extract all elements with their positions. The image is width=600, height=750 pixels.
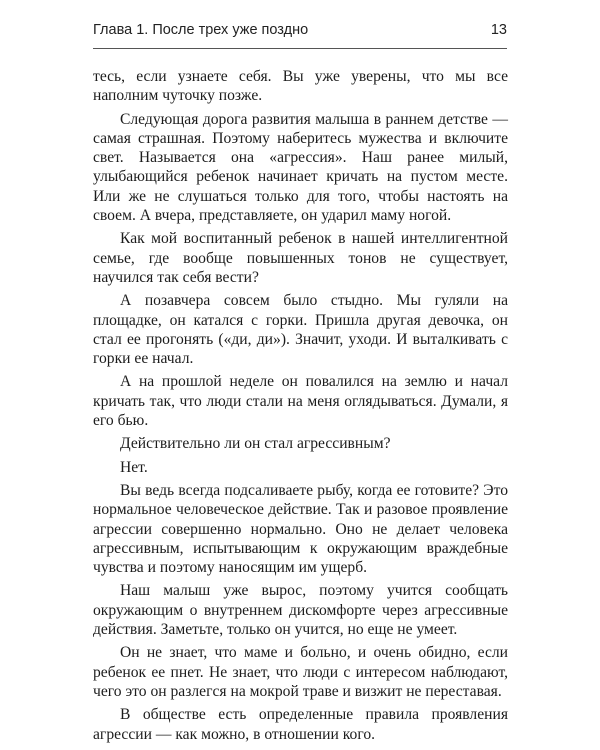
paragraph: Следующая дорога развития малыша в раннем детстве — самая страшная. Поэтому наберитесь мужества и включите свет. Называется она «агрессия». Наш ранее милый, улыбающийся ребенок начинает кричать на пустом месте. Или же не слушаться только для того, чтобы настоять на своем. А вчера, представляете, он ударил маму ногой.: [93, 110, 508, 225]
paragraph: Он не знает, что маме и больно, и очень обидно, если ребенок ее пнет. Не знает, что люди с интересом наблюдают, чего это он разлегся на мокрой траве и визжит не переставая.: [93, 644, 508, 700]
chapter-title: Глава 1. После трех уже поздно: [93, 22, 309, 38]
page-number: 13: [490, 22, 507, 38]
running-head: [93, 22, 507, 44]
paragraph: Вы ведь всегда подсаливаете рыбу, когда ее готовите? Это нормальное человеческое действие. Так и разовое проявление агрессии совершенно нормально. Оно не делает человека агрессивным, испытывающим к окружающим враждебные чувства и поэтому наносящим им ущерб.: [93, 481, 508, 577]
body-text: [93, 67, 508, 744]
paragraph: тесь, если узнаете себя. Вы уже уверены, что мы все наполним чуточку позже.: [93, 68, 508, 105]
paragraph: Действительно ли он стал агрессивным?: [120, 435, 391, 453]
paragraph: В обществе есть определенные правила проявления агрессии — как можно, в отношении кого.: [93, 706, 508, 743]
header-rule: [93, 48, 507, 49]
paragraph: Нет.: [120, 458, 148, 476]
paragraph: Наш малыш уже вырос, поэтому учится сообщать окружающим о внутреннем дискомфорте через агрессивные действия. Заметьте, только он учится, но еще не умеет.: [93, 582, 508, 639]
paragraph: Как мой воспитанный ребенок в нашей интеллигентной семье, где вообще повышенных тонов не существует, научился так себя вести?: [93, 230, 508, 286]
paragraph: А на прошлой неделе он повалился на землю и начал кричать так, что люди стали на меня оглядываться. Думали, я его бью.: [93, 373, 508, 430]
paragraph: А позавчера совсем было стыдно. Мы гуляли на площадке, он катался с горки. Пришла другая девочка, он стал ее прогонять («ди, ди»). Значит, уходи. И выталкивать с горки ее начал.: [93, 292, 508, 368]
